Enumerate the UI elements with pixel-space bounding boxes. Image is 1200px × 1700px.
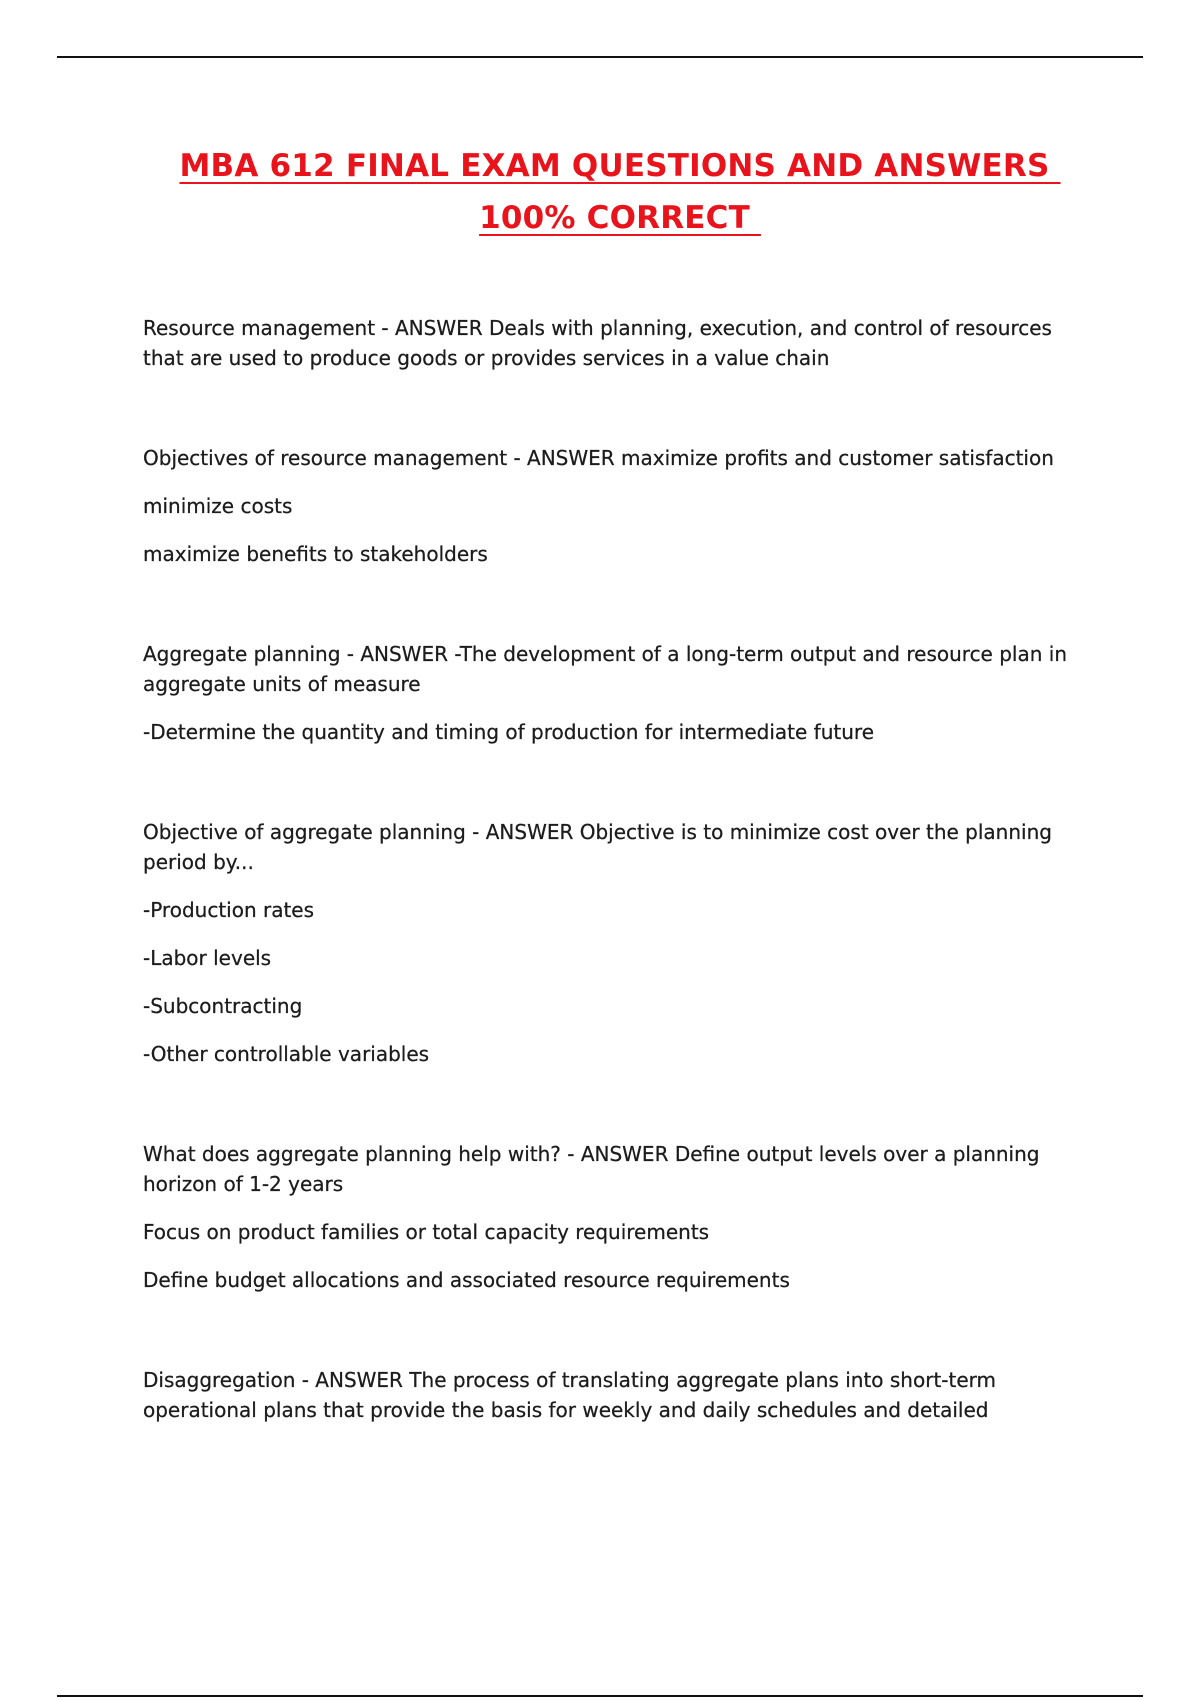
qa-list bbox=[143, 313, 1078, 1443]
title-line-1: MBA 612 FINAL EXAM QUESTIONS AND ANSWERS bbox=[179, 148, 1061, 184]
qa-answer-line: -Other controllable variables bbox=[143, 1042, 430, 1066]
bottom-rule bbox=[57, 1695, 1143, 1697]
qa-answer-line: maximize benefits to stakeholders bbox=[143, 542, 488, 566]
qa-question-answer: Resource management - ANSWER Deals with planning, execution, and control of resources that are used to produce goods or provides services in a value chain bbox=[143, 316, 1052, 370]
qa-question-answer: Objectives of resource management - ANSWER maximize profits and customer satisfaction bbox=[143, 446, 1054, 470]
qa-answer-line: Define budget allocations and associated resource requirements bbox=[143, 1268, 790, 1292]
qa-entry bbox=[143, 313, 1078, 373]
title-line-2: 100% CORRECT bbox=[479, 200, 761, 236]
qa-question-answer: Objective of aggregate planning - ANSWER Objective is to minimize cost over the planning period by... bbox=[143, 820, 1052, 874]
qa-question-answer: Disaggregation - ANSWER The process of translating aggregate plans into short-term operational plans that provide the basis for weekly and daily schedules and detailed bbox=[143, 1368, 996, 1422]
qa-entry bbox=[143, 443, 1078, 569]
qa-answer-line: -Production rates bbox=[143, 898, 315, 922]
qa-answer-line: -Labor levels bbox=[143, 946, 272, 970]
qa-answer-line: Focus on product families or total capacity requirements bbox=[143, 1220, 710, 1244]
qa-entry bbox=[143, 817, 1078, 1069]
document-title bbox=[100, 140, 1140, 244]
qa-entry bbox=[143, 639, 1078, 747]
qa-answer-line: -Determine the quantity and timing of production for intermediate future bbox=[143, 720, 874, 744]
qa-answer-line: minimize costs bbox=[143, 494, 293, 518]
qa-answer-line: -Subcontracting bbox=[143, 994, 303, 1018]
top-rule bbox=[57, 56, 1143, 58]
qa-question-answer: Aggregate planning - ANSWER -The development of a long-term output and resource plan in aggregate units of measure bbox=[143, 642, 1067, 696]
qa-question-answer: What does aggregate planning help with? - ANSWER Define output levels over a planning horizon of 1-2 years bbox=[143, 1142, 1040, 1196]
qa-entry bbox=[143, 1365, 1078, 1425]
qa-entry bbox=[143, 1139, 1078, 1295]
